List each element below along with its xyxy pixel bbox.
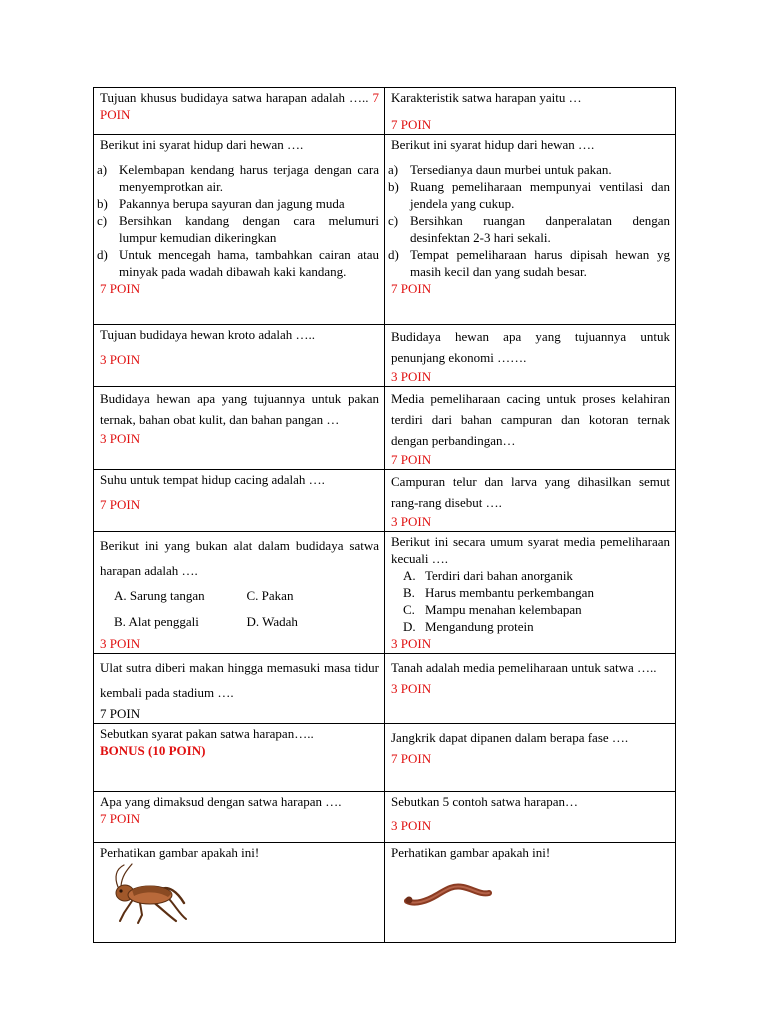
question-text: Budidaya hewan apa yang tujuannya untuk penunjang ekonomi ……. [391, 329, 670, 365]
option-list [391, 567, 670, 635]
question-text: Berikut ini yang bukan alat dalam budidaya satwa harapan adalah …. [100, 538, 379, 578]
question-cell [385, 532, 676, 654]
question-text: Berikut ini secara umum syarat media pemeliharaan kecuali …. [391, 534, 670, 566]
poin-label: 3 POIN [100, 431, 141, 446]
list-item: D. Mengandung protein [403, 619, 534, 634]
question-cell [94, 325, 385, 387]
list-item: b) Pakannya berupa sayuran dan jagung muda [97, 196, 345, 211]
table-row [94, 532, 676, 654]
question-cell [385, 325, 676, 387]
question-text: Media pemeliharaan cacing untuk proses kelahiran terdiri dari bahan campuran dan kotoran ternak dengan perbandingan… [391, 391, 670, 448]
poin-label: 7 POIN [391, 281, 432, 296]
list-item: d) Tempat pemeliharaan harus dipisah hewan yg masih kecil dan yang sudah besar. [388, 247, 670, 279]
poin-label: 7 POIN [100, 497, 141, 512]
question-cell [94, 792, 385, 843]
poin-label: 3 POIN [100, 636, 141, 651]
poin-label: 7 POIN [391, 751, 432, 766]
question-cell [94, 470, 385, 532]
question-cell [94, 135, 385, 325]
poin-label: 7 POIN [100, 811, 141, 826]
question-cell [385, 470, 676, 532]
table-row [94, 135, 676, 325]
question-text: Jangkrik dapat dipanen dalam berapa fase …. [391, 730, 629, 745]
list-item: A. Terdiri dari bahan anorganik [403, 568, 573, 583]
poin-label: 3 POIN [391, 636, 432, 651]
choice-grid [114, 583, 379, 635]
table-row [94, 88, 676, 135]
poin-label: 7 POIN [100, 706, 141, 721]
question-cell [94, 88, 385, 135]
question-text: Berikut ini syarat hidup dari hewan …. [100, 137, 304, 152]
question-cell [385, 135, 676, 325]
option-list [97, 161, 379, 280]
option-list [388, 161, 670, 280]
poin-label: 7 POIN [391, 452, 432, 467]
table-row [94, 325, 676, 387]
choice-row: B. Alat penggali D. Wadah [114, 614, 298, 629]
question-text: Sebutkan 5 contoh satwa harapan… [391, 794, 579, 809]
question-text: Sebutkan syarat pakan satwa harapan….. [100, 726, 314, 741]
poin-label: 7 POIN [391, 117, 432, 132]
question-text: Ulat sutra diberi makan hingga memasuki masa tidur kembali pada stadium …. [100, 660, 379, 700]
poin-label: 3 POIN [391, 369, 432, 384]
poin-label: 7 POIN [100, 90, 379, 122]
poin-label: 3 POIN [391, 818, 432, 833]
question-cell [385, 843, 676, 943]
question-cell [94, 532, 385, 654]
question-table [93, 87, 676, 943]
table-row [94, 387, 676, 470]
question-cell [94, 654, 385, 724]
question-cell [94, 724, 385, 792]
question-text: Budidaya hewan apa yang tujuannya untuk pakan ternak, bahan obat kulit, dan bahan pangan … [100, 391, 379, 427]
question-text: Suhu untuk tempat hidup cacing adalah …. [100, 472, 325, 487]
question-text: Tujuan budidaya hewan kroto adalah ….. [100, 327, 316, 342]
question-text: Berikut ini syarat hidup dari hewan …. [391, 137, 595, 152]
question-text: Tujuan khusus budidaya satwa harapan adalah ….. [100, 90, 373, 105]
poin-label: 3 POIN [100, 352, 141, 367]
list-item: C. Mampu menahan kelembapan [403, 602, 582, 617]
question-text: Tanah adalah media pemeliharaan untuk satwa ….. [391, 660, 657, 675]
list-item: d) Untuk mencegah hama, tambahkan cairan atau minyak pada wadah dibawah kaki kandang. [97, 247, 379, 279]
list-item: b) Ruang pemeliharaan mempunyai ventilasi dan jendela yang cukup. [388, 179, 670, 211]
question-text: Perhatikan gambar apakah ini! [391, 845, 551, 860]
table-row [94, 654, 676, 724]
question-cell [385, 654, 676, 724]
question-cell [385, 724, 676, 792]
cricket-icon [102, 863, 188, 925]
question-cell [385, 792, 676, 843]
bonus-label: BONUS (10 POIN) [100, 743, 206, 758]
choice-row: A. Sarung tangan C. Pakan [114, 588, 294, 603]
poin-label: 3 POIN [391, 514, 432, 529]
list-item: c) Bersihkan ruangan danperalatan dengan desinfektan 2-3 hari sekali. [388, 213, 670, 245]
question-cell [385, 88, 676, 135]
question-text: Apa yang dimaksud dengan satwa harapan …. [100, 794, 342, 809]
list-item: B. Harus membantu perkembangan [403, 585, 594, 600]
question-text: Campuran telur dan larva yang dihasilkan semut rang-rang disebut …. [391, 474, 670, 510]
worm-icon [401, 871, 497, 911]
list-item: c) Bersihkan kandang dengan cara melumuri lumpur kemudian dikeringkan [97, 213, 379, 245]
poin-label: 7 POIN [100, 281, 141, 296]
table-row [94, 470, 676, 532]
question-cell [385, 387, 676, 470]
question-text: Karakteristik satwa harapan yaitu … [391, 90, 582, 105]
list-item: a) Kelembapan kendang harus terjaga dengan cara menyemprotkan air. [97, 162, 379, 194]
poin-label: 3 POIN [391, 681, 432, 696]
list-item: a) Tersedianya daun murbei untuk pakan. [388, 162, 612, 177]
question-text: Perhatikan gambar apakah ini! [100, 845, 260, 860]
table-row [94, 792, 676, 843]
table-row [94, 724, 676, 792]
question-cell [94, 843, 385, 943]
question-cell [94, 387, 385, 470]
table-row [94, 843, 676, 943]
